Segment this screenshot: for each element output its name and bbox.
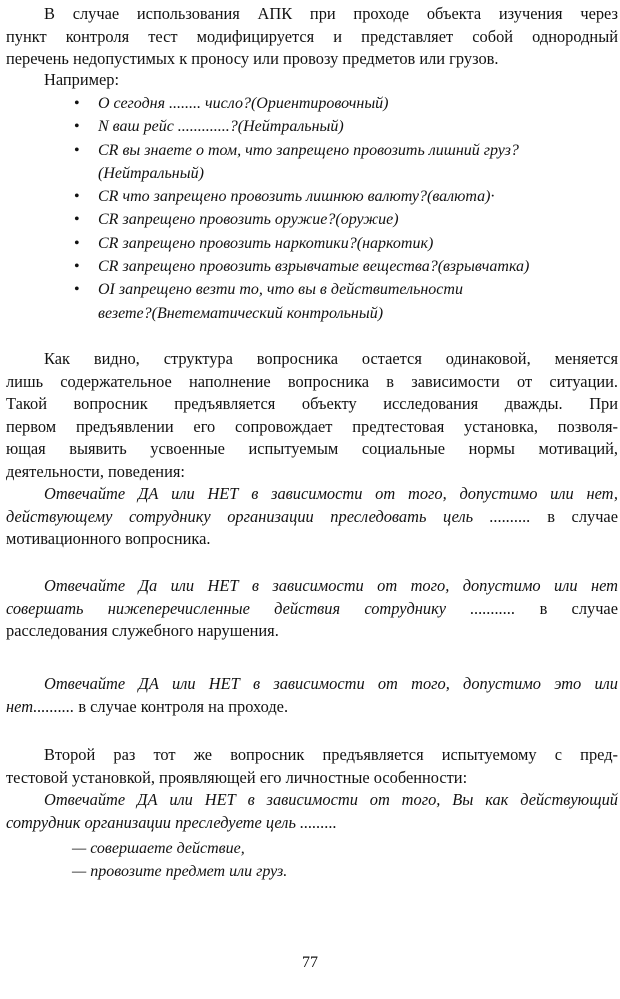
paragraph-line: Как видно, структура вопросника остается одинаковой, меняется: [44, 349, 618, 368]
instruction-line: Отвечайте ДА или НЕТ в зависимости от того, допустимо это или: [44, 674, 618, 693]
instruction-line: [6, 598, 618, 621]
second-presentation-paragraph: [6, 744, 618, 834]
paragraph-line: первом предъявлении его сопровождает предтестовая установка, позволя-: [6, 416, 618, 436]
instruction-italic: нет..........: [6, 696, 75, 716]
list-item: • CR запрещено провозить оружие?(оружие): [74, 208, 614, 231]
paragraph-line: лишь содержательное наполнение вопросника в зависимости от ситуации.: [6, 371, 618, 391]
intro-paragraph: [6, 3, 618, 71]
instruction-line: [6, 506, 618, 529]
paragraph-line: ющая выявить усвоенные испытуемым социальные нормы мотиваций,: [6, 439, 618, 458]
list-item: • CR запрещено провозить наркотики?(наркотик): [74, 232, 614, 255]
instruction-line: сотрудник организации преследуете цель .........: [6, 812, 337, 832]
paragraph-line: деятельности, поведения:: [6, 461, 185, 481]
example-heading: Например:: [44, 70, 120, 89]
checkpoint-paragraph: [6, 673, 618, 718]
list-item: • CR что запрещено провозить лишнюю валюту?(валюта)·: [74, 185, 614, 208]
paragraph-line: тестовой установкой, проявляющей его личностные особенности:: [6, 767, 468, 787]
instruction-line: [6, 696, 618, 719]
instruction-italic: действующему сотруднику организации преследовать цель ..........: [6, 506, 531, 526]
paragraph-line: Второй раз тот же вопросник предъявляется испытуемому с пред-: [44, 745, 618, 764]
list-item: • CR запрещено провозить взрывчатые вещества?(взрывчатка): [74, 255, 614, 278]
instruction-italic: совершать нижеперечисленные действия сотруднику ...........: [6, 598, 516, 618]
instruction-tail: в случае контроля на проходе.: [74, 696, 289, 716]
paragraph-line: мотивационного вопросника.: [6, 529, 211, 548]
intro-line: В случае использования АПК при проходе объекта изучения через: [44, 4, 618, 23]
page-number: 77: [302, 954, 318, 971]
paragraph-line: расследования служебного нарушения.: [6, 621, 279, 640]
instruction-tail: в случае: [515, 598, 618, 618]
structure-paragraph: [6, 348, 618, 551]
list-item: • OI запрещено везти то, что вы в действительности везете?(Внетематический контрольный): [74, 278, 614, 325]
example-list: [74, 92, 614, 325]
dash-item: — совершаете действие,: [72, 840, 245, 857]
instruction-line: Отвечайте ДА или НЕТ в зависимости от того, допустимо или нет,: [44, 484, 618, 503]
intro-line: пункт контроля тест модифицируется и представляет собой однородный: [6, 26, 618, 46]
intro-line: перечень недопустимых к проносу или провозу предметов или грузов.: [6, 49, 499, 68]
dash-item: — провозите предмет или груз.: [72, 863, 288, 880]
paragraph-line: Такой вопросник предъявляется объекту исследования дважды. При: [6, 394, 618, 413]
instruction-line: Отвечайте Да или НЕТ в зависимости от того, допустимо или нет: [44, 576, 618, 595]
instruction-line: Отвечайте ДА или НЕТ в зависимости от того, Вы как действующий: [44, 790, 618, 809]
list-item: • О сегодня ........ число?(Ориентировочный): [74, 92, 614, 115]
list-item: • N ваш рейс .............?(Нейтральный): [74, 115, 614, 138]
instruction-tail: в случае: [530, 506, 618, 526]
investigation-paragraph: [6, 575, 618, 643]
list-item: • CR вы знаете о том, что запрещено провозить лишний груз?(Нейтральный): [74, 139, 614, 186]
